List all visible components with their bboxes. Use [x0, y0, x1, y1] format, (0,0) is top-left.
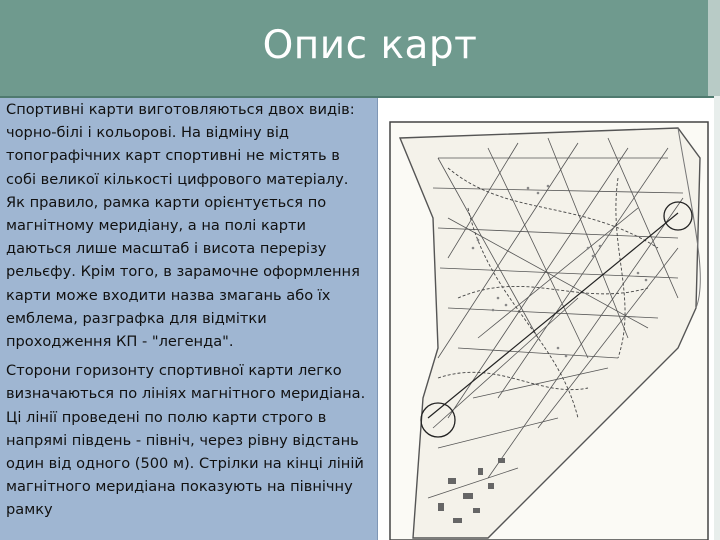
- right-edge-strip: [714, 96, 720, 540]
- text-panel: [0, 98, 379, 540]
- map-drawing: [378, 98, 720, 540]
- paragraph-horizon-sides: Сторони горизонту спортивної карти легко визначаються по лініях магнітного меридіана. Ці лінії проведені по полю карти строго в напрямі південь - північ, через рівну відстань один від одного (500 м). Стрілки на кінці ліній магнітного меридіана показують на північну рамку: [6, 362, 366, 519]
- paragraph-map-types: Спортивні карти виготовляються двох видів: чорно-білі і кольорові. На відміну від топографічних карт спортивні не містять в собі великої кількості цифрового матеріалу. Як правило, рамка карти орієнтується по магнітному меридіану, а на полі карти даються лише масштаб і висота перерізу рельєфу. Крім того, в зарамочне оформлення карти може входити назва змагань або їх емблема, разграфка для відмітки проходження КП - "легенда".: [6, 101, 360, 351]
- slide-header: [0, 0, 720, 98]
- header-decoration: [708, 0, 720, 96]
- slide-title: Опис карт: [262, 23, 478, 68]
- orienteering-map-image: [378, 98, 720, 540]
